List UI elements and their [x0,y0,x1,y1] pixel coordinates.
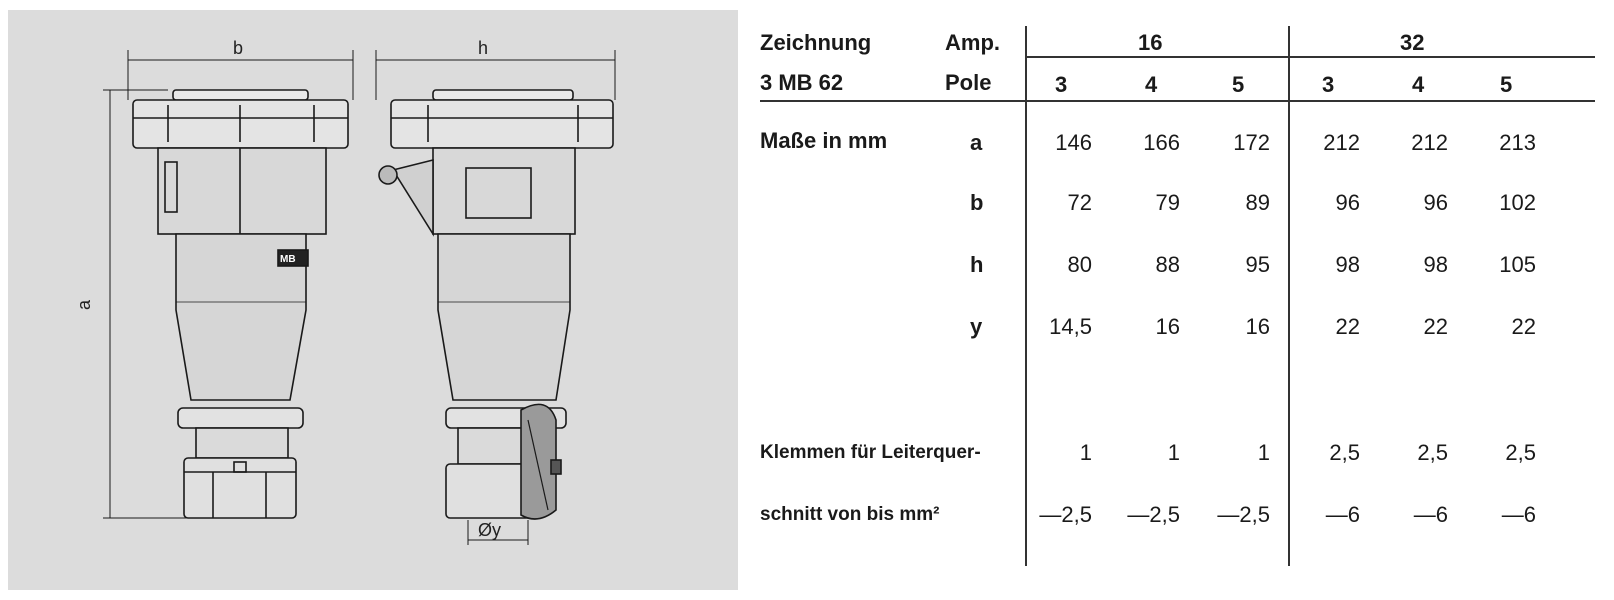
dim-label-b: b [233,38,244,58]
pole-header: 3 [1055,72,1068,97]
row-key-a: a [970,130,983,155]
table-cell: —2,5 [1127,502,1180,527]
table-cell: 2,5 [1505,440,1536,465]
brand-mark: MB [280,254,296,265]
table-cell: 2,5 [1329,440,1360,465]
klemmen-label-line1: Klemmen für Leiterquer- [760,442,981,463]
table-cell: 213 [1499,130,1536,155]
dimensions-table [760,18,1600,588]
dim-label-diameter: Øy [478,520,502,540]
table-cell: 98 [1423,252,1448,277]
table-cell: 105 [1499,252,1536,277]
table-cell: 14,5 [1049,314,1092,339]
amp-group-32: 32 [1400,30,1425,55]
pole-header: 5 [1500,72,1513,97]
dimensions-label: Maße in mm [760,128,888,153]
pole-header: 3 [1322,72,1335,97]
table-cell: 98 [1335,252,1360,277]
table-cell: —6 [1413,502,1448,527]
pole-header: 4 [1145,72,1158,97]
row-key-b: b [970,190,984,215]
header-model: 3 MB 62 [760,70,844,95]
table-cell: 89 [1245,190,1270,215]
table-cell: 95 [1245,252,1270,277]
amp-row-rule [1025,56,1595,58]
row-key-y: y [970,314,983,339]
table-cell: 96 [1335,190,1360,215]
table-cell: 1 [1257,440,1270,465]
table-cell: 16 [1245,314,1270,339]
technical-drawing [8,10,738,590]
table-cell: —6 [1501,502,1536,527]
table-cell: —6 [1325,502,1360,527]
table-cell: 22 [1511,314,1536,339]
table-cell: —2,5 [1039,502,1092,527]
table-cell: 22 [1423,314,1448,339]
header-zeichnung: Zeichnung [760,30,872,55]
table-cell: 1 [1079,440,1092,465]
table-cell: 212 [1323,130,1360,155]
table-cell: 102 [1499,190,1536,215]
header-rule [760,100,1595,102]
table-cell: 16 [1155,314,1180,339]
table-cell: 1 [1167,440,1180,465]
connector-drawing [8,10,738,590]
table-cell: 22 [1335,314,1360,339]
side-view [379,90,613,545]
table-cell: 172 [1233,130,1270,155]
table-cell: 166 [1143,130,1180,155]
header-pole-label: Pole [945,70,992,95]
column-divider-16 [1025,26,1027,566]
pole-header: 4 [1412,72,1425,97]
table-cell: 146 [1055,130,1092,155]
table-cell: 212 [1411,130,1448,155]
column-divider-32 [1288,26,1290,566]
table-cell: 79 [1155,190,1180,215]
table-cell: 96 [1423,190,1448,215]
amp-group-16: 16 [1138,30,1163,55]
klemmen-label-line2: schnitt von bis mm² [760,504,940,525]
table-cell: 80 [1067,252,1092,277]
front-view [133,90,348,518]
table-cell: —2,5 [1217,502,1270,527]
table-cell: 72 [1067,190,1092,215]
pole-header: 5 [1232,72,1245,97]
table-cell: 88 [1155,252,1180,277]
dim-label-a: a [74,299,94,310]
row-key-h: h [970,252,984,277]
dim-label-h: h [478,38,489,58]
header-amp-label: Amp. [945,30,1000,55]
table-cell: 2,5 [1417,440,1448,465]
